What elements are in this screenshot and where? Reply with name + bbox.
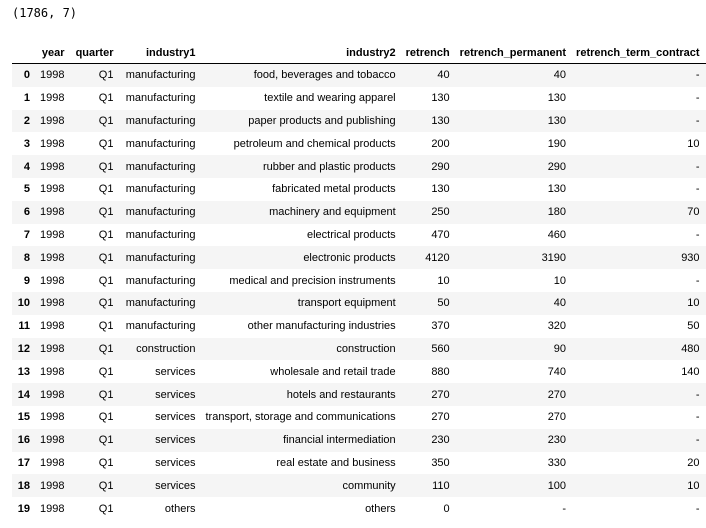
cell-retrench: 40 <box>437 69 450 82</box>
cell-retrench-term-contract: - <box>695 388 700 401</box>
table-row <box>12 292 706 315</box>
cell-industry1: manufacturing <box>125 274 196 287</box>
column-header-year: year <box>36 43 70 64</box>
cell-retrench: 560 <box>431 342 450 355</box>
cell-retrench-term-contract: - <box>695 434 700 447</box>
cell-retrench-permanent: 3190 <box>541 251 567 264</box>
cell-retrench: 50 <box>437 297 450 310</box>
cell-retrench-term-contract: - <box>695 92 700 105</box>
cell-industry2: hotels and restaurants <box>286 388 396 401</box>
cell-retrench-permanent: - <box>562 502 567 515</box>
cell-industry2: transport equipment <box>297 297 396 310</box>
cell-retrench-term-contract: 70 <box>687 206 700 219</box>
cell-year: 1998 <box>40 92 65 105</box>
row-index: 2 <box>23 114 30 127</box>
cell-retrench-term-contract: - <box>695 69 700 82</box>
table-row <box>12 246 706 269</box>
cell-retrench-term-contract: - <box>695 183 700 196</box>
cell-year: 1998 <box>40 320 65 333</box>
cell-retrench-permanent: 320 <box>547 320 567 333</box>
row-index: 17 <box>17 456 30 469</box>
table-row <box>12 360 706 383</box>
row-index: 7 <box>23 228 30 241</box>
table-row <box>12 201 706 224</box>
cell-retrench-permanent: 460 <box>547 228 567 241</box>
cell-retrench: 370 <box>431 320 450 333</box>
row-index: 16 <box>17 434 30 447</box>
cell-industry2: financial intermediation <box>283 434 396 447</box>
cell-year: 1998 <box>40 297 65 310</box>
cell-retrench: 4120 <box>425 251 450 264</box>
cell-retrench-permanent: 180 <box>547 206 567 219</box>
cell-industry1: manufacturing <box>125 297 196 310</box>
cell-quarter: Q1 <box>98 69 114 82</box>
row-index: 0 <box>23 69 30 82</box>
cell-year: 1998 <box>40 502 65 515</box>
cell-industry1: services <box>155 365 196 378</box>
cell-industry2: petroleum and chemical products <box>233 137 396 150</box>
cell-industry2: medical and precision instruments <box>229 274 396 287</box>
cell-industry2: food, beverages and tobacco <box>253 69 396 82</box>
cell-year: 1998 <box>40 434 65 447</box>
cell-retrench: 130 <box>431 183 450 196</box>
cell-retrench-permanent: 130 <box>547 92 567 105</box>
row-index: 6 <box>23 206 30 219</box>
cell-quarter: Q1 <box>98 388 114 401</box>
row-index: 10 <box>17 297 30 310</box>
cell-quarter: Q1 <box>98 114 114 127</box>
table-row <box>12 406 706 429</box>
row-index: 11 <box>18 320 30 333</box>
cell-industry2: wholesale and retail trade <box>270 365 396 378</box>
cell-year: 1998 <box>40 365 65 378</box>
cell-industry1: manufacturing <box>125 114 196 127</box>
cell-industry2: textile and wearing apparel <box>264 92 396 105</box>
cell-retrench-permanent: 130 <box>547 183 567 196</box>
cell-retrench-permanent: 40 <box>553 69 567 82</box>
cell-industry1: services <box>155 456 196 469</box>
cell-retrench-permanent: 100 <box>547 479 567 492</box>
cell-retrench-term-contract: - <box>695 502 700 515</box>
cell-retrench-term-contract: 10 <box>687 137 700 150</box>
table-row <box>12 452 706 475</box>
cell-industry1: others <box>164 502 196 515</box>
cell-retrench-permanent: 130 <box>547 114 567 127</box>
cell-retrench: 230 <box>431 434 450 447</box>
row-index: 4 <box>23 160 30 173</box>
cell-retrench: 0 <box>443 502 450 515</box>
cell-retrench-term-contract: 930 <box>681 251 700 264</box>
cell-retrench-term-contract: - <box>695 228 700 241</box>
column-header-retrench: retrench <box>402 43 456 64</box>
cell-year: 1998 <box>40 137 65 150</box>
cell-industry2: fabricated metal products <box>272 183 396 196</box>
cell-retrench-term-contract: 140 <box>681 365 700 378</box>
table-row <box>12 178 706 201</box>
cell-industry2: others <box>365 502 396 515</box>
cell-industry1: services <box>155 479 196 492</box>
cell-year: 1998 <box>40 114 65 127</box>
cell-retrench-term-contract: 10 <box>687 297 700 310</box>
cell-retrench: 130 <box>431 114 450 127</box>
cell-retrench: 470 <box>431 228 450 241</box>
header-row <box>12 43 706 64</box>
cell-quarter: Q1 <box>98 206 114 219</box>
cell-industry1: manufacturing <box>125 92 196 105</box>
column-header-retrench-permanent: retrench_permanent <box>456 43 572 64</box>
cell-industry1: services <box>155 434 196 447</box>
cell-retrench: 10 <box>437 274 450 287</box>
cell-retrench: 270 <box>431 411 450 424</box>
cell-quarter: Q1 <box>98 365 114 378</box>
cell-retrench-permanent: 230 <box>547 434 567 447</box>
cell-quarter: Q1 <box>98 502 114 515</box>
cell-quarter: Q1 <box>98 137 114 150</box>
column-header-industry1: industry1 <box>119 43 201 64</box>
cell-retrench-permanent: 270 <box>547 411 567 424</box>
cell-quarter: Q1 <box>98 274 114 287</box>
cell-retrench-permanent: 10 <box>553 274 567 287</box>
cell-industry1: manufacturing <box>125 160 196 173</box>
cell-industry1: manufacturing <box>125 206 196 219</box>
table-row <box>12 474 706 497</box>
cell-industry1: manufacturing <box>125 183 196 196</box>
cell-industry2: machinery and equipment <box>269 206 396 219</box>
cell-industry1: construction <box>136 342 196 355</box>
table-row <box>12 338 706 361</box>
table-row <box>12 383 706 406</box>
table-row <box>12 315 706 338</box>
row-index: 5 <box>23 183 30 196</box>
cell-year: 1998 <box>40 251 65 264</box>
table-row <box>12 64 706 87</box>
cell-retrench-permanent: 740 <box>547 365 567 378</box>
row-index: 14 <box>17 388 30 401</box>
cell-industry1: manufacturing <box>125 251 196 264</box>
cell-quarter: Q1 <box>98 342 114 355</box>
cell-year: 1998 <box>40 456 65 469</box>
cell-industry1: manufacturing <box>125 69 196 82</box>
cell-retrench: 200 <box>431 137 450 150</box>
row-index: 8 <box>23 251 30 264</box>
cell-industry2: paper products and publishing <box>248 114 396 127</box>
cell-year: 1998 <box>40 411 65 424</box>
cell-industry1: manufacturing <box>125 320 196 333</box>
row-index: 18 <box>17 479 30 492</box>
cell-quarter: Q1 <box>98 479 114 492</box>
cell-quarter: Q1 <box>98 456 114 469</box>
cell-retrench: 110 <box>432 479 450 492</box>
cell-retrench-term-contract: - <box>695 274 700 287</box>
table-row <box>12 269 706 292</box>
table-row <box>12 132 706 155</box>
cell-retrench-term-contract: 50 <box>687 320 700 333</box>
dataframe-table <box>12 43 706 520</box>
cell-quarter: Q1 <box>98 434 114 447</box>
cell-retrench: 350 <box>431 456 450 469</box>
row-index: 12 <box>17 342 30 355</box>
table-body <box>12 64 706 520</box>
row-index: 9 <box>23 274 30 287</box>
cell-industry2: other manufacturing industries <box>247 320 396 333</box>
cell-industry1: services <box>155 388 196 401</box>
row-index: 19 <box>17 502 30 515</box>
cell-quarter: Q1 <box>98 228 114 241</box>
table-row <box>12 429 706 452</box>
table-row <box>12 110 706 133</box>
column-header-retrench-term-contract: retrench_term_contract <box>572 43 706 64</box>
cell-year: 1998 <box>40 228 65 241</box>
cell-year: 1998 <box>40 274 65 287</box>
cell-industry1: manufacturing <box>125 137 196 150</box>
cell-quarter: Q1 <box>98 411 114 424</box>
shape-output: (1786, 7) <box>12 6 78 20</box>
cell-year: 1998 <box>40 69 65 82</box>
cell-year: 1998 <box>40 479 65 492</box>
index-header <box>12 43 36 64</box>
row-index: 1 <box>23 92 30 105</box>
cell-retrench-term-contract: - <box>695 114 700 127</box>
cell-retrench-permanent: 90 <box>553 342 567 355</box>
table-row <box>12 87 706 110</box>
cell-quarter: Q1 <box>98 160 114 173</box>
cell-quarter: Q1 <box>98 320 114 333</box>
table-row <box>12 155 706 178</box>
cell-industry1: manufacturing <box>125 228 196 241</box>
row-index: 3 <box>23 137 30 150</box>
cell-retrench-term-contract: - <box>695 411 700 424</box>
cell-retrench-permanent: 270 <box>547 388 567 401</box>
cell-year: 1998 <box>40 388 65 401</box>
column-header-industry2: industry2 <box>201 43 401 64</box>
table-row <box>12 497 706 520</box>
cell-industry2: rubber and plastic products <box>262 160 396 173</box>
cell-quarter: Q1 <box>98 92 114 105</box>
cell-industry2: real estate and business <box>276 456 396 469</box>
cell-quarter: Q1 <box>98 297 114 310</box>
cell-quarter: Q1 <box>98 251 114 264</box>
cell-retrench-term-contract: 480 <box>681 342 700 355</box>
cell-retrench-permanent: 290 <box>547 160 567 173</box>
cell-quarter: Q1 <box>98 183 114 196</box>
cell-industry2: electrical products <box>306 228 396 241</box>
cell-year: 1998 <box>40 183 65 196</box>
cell-industry2: electronic products <box>303 251 396 264</box>
cell-year: 1998 <box>40 342 65 355</box>
cell-industry2: construction <box>336 342 396 355</box>
cell-retrench-term-contract: 20 <box>687 456 700 469</box>
table-row <box>12 224 706 247</box>
cell-retrench: 130 <box>431 92 450 105</box>
row-index: 13 <box>17 365 30 378</box>
cell-retrench-term-contract: 10 <box>687 479 700 492</box>
cell-retrench: 250 <box>431 206 450 219</box>
cell-retrench-permanent: 190 <box>547 137 567 150</box>
cell-year: 1998 <box>40 206 65 219</box>
row-index: 15 <box>17 411 30 424</box>
cell-retrench: 270 <box>431 388 450 401</box>
cell-year: 1998 <box>40 160 65 173</box>
cell-industry2: community <box>342 479 396 492</box>
cell-retrench-permanent: 40 <box>553 297 567 310</box>
cell-industry1: services <box>155 411 196 424</box>
cell-retrench: 290 <box>431 160 450 173</box>
column-header-quarter: quarter <box>70 43 119 64</box>
cell-retrench: 880 <box>431 365 450 378</box>
cell-retrench-term-contract: - <box>695 160 700 173</box>
cell-retrench-permanent: 330 <box>547 456 567 469</box>
cell-industry2: transport, storage and communications <box>205 411 396 424</box>
